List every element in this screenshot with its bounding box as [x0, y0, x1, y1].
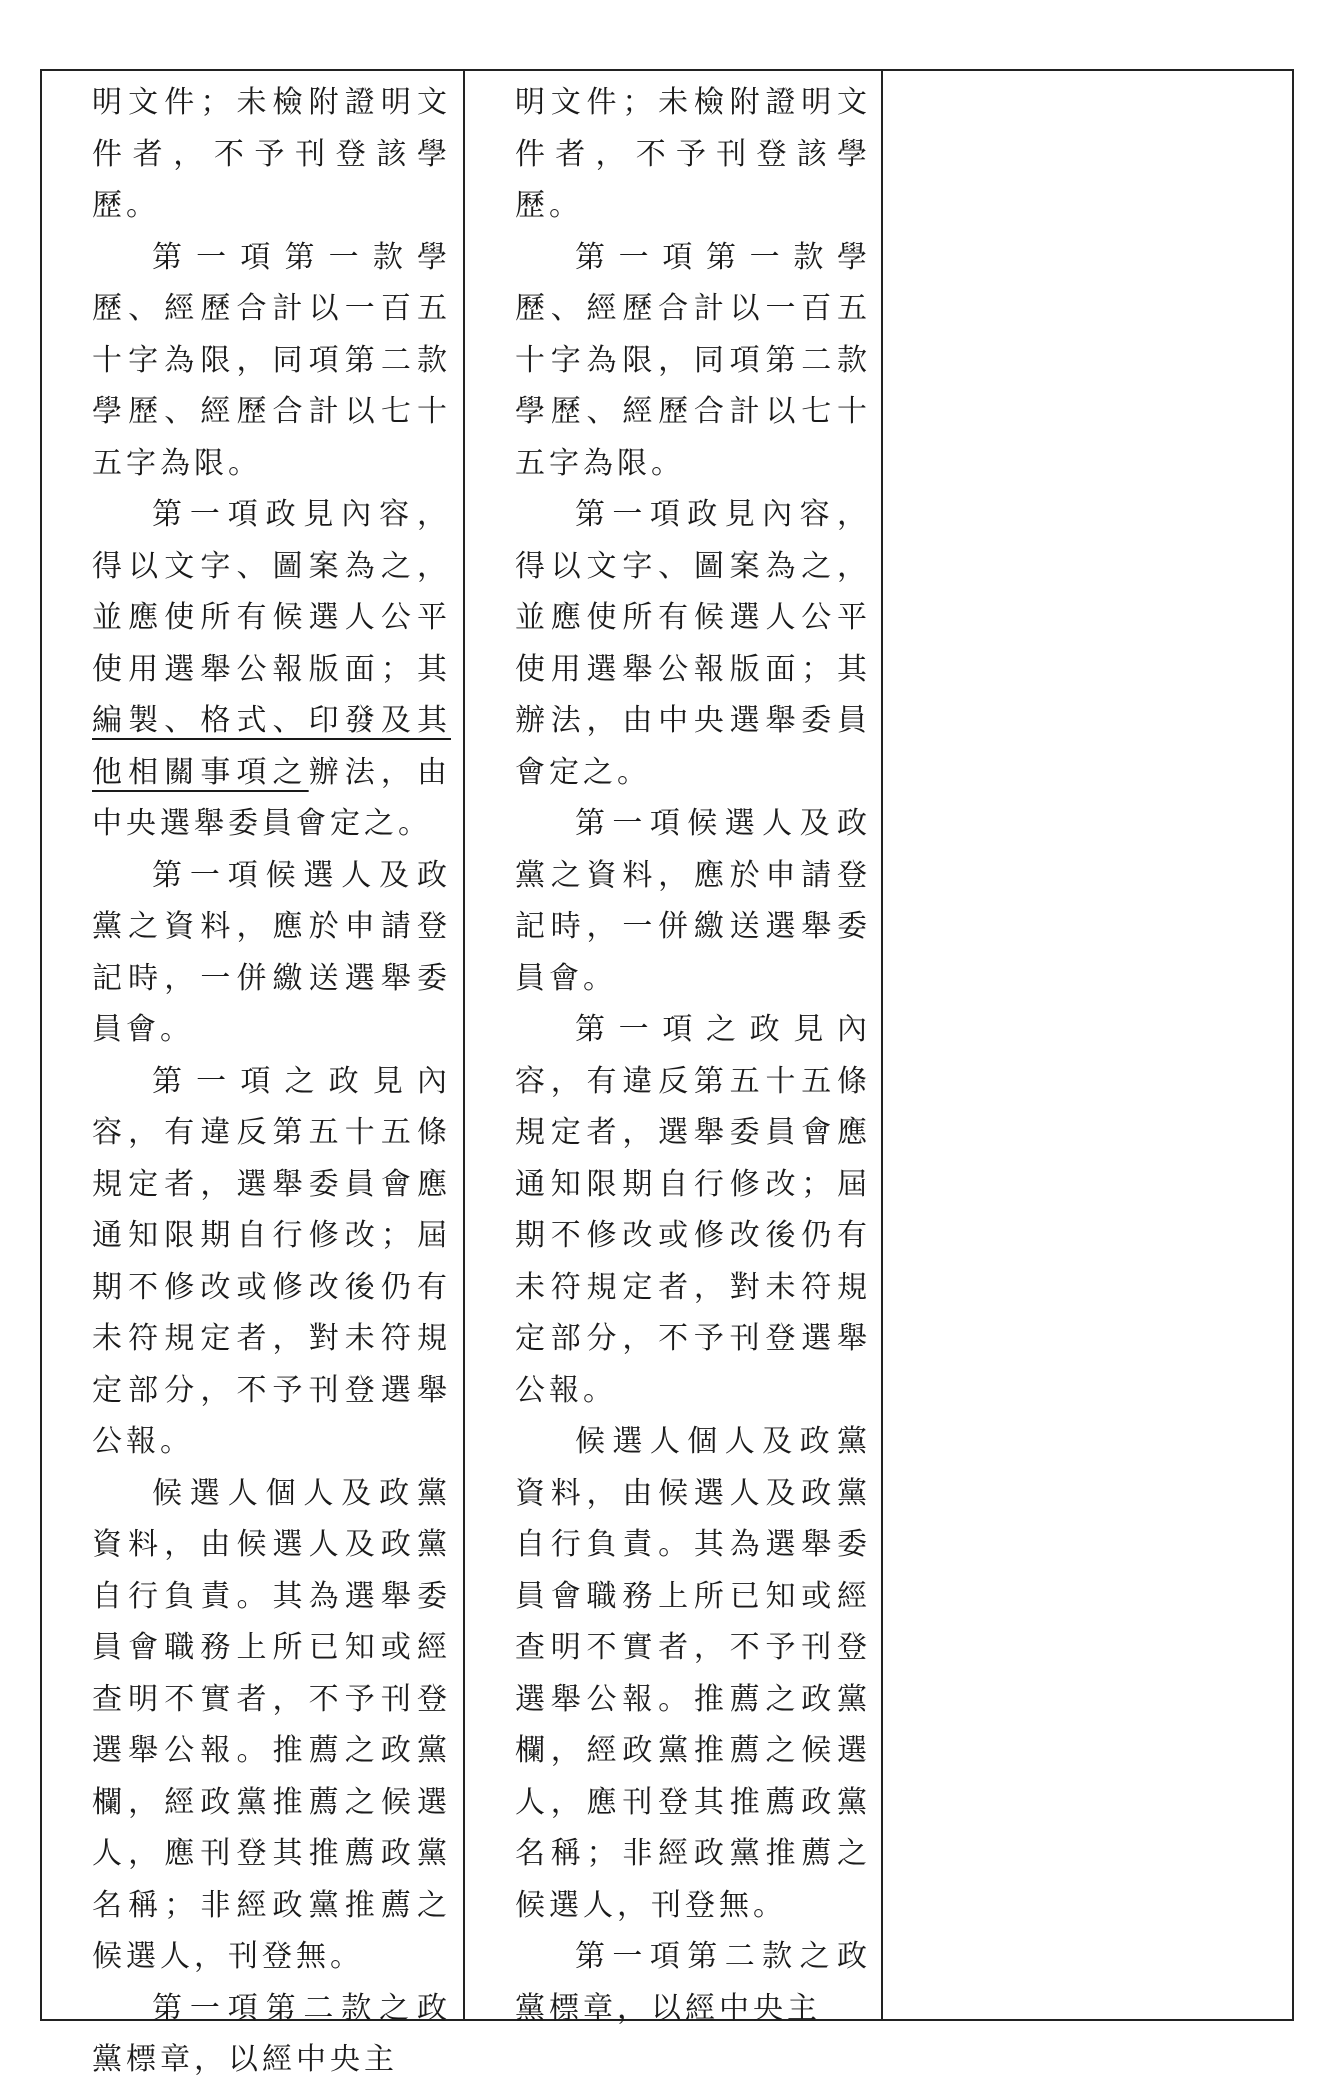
paragraph-text: 第一項之政見內容，有違反第五十五條規定者，選舉委員會應通知限期自行修改；屆期不修改或修改後仍有未符規定者，對未符規定部分，不予刊登選舉公報。 — [515, 1012, 871, 1408]
article-paragraph — [92, 1468, 451, 1983]
article-paragraph — [515, 1004, 871, 1416]
paragraph-text: 第一項第一款學歷、經歷合計以一百五十字為限，同項第二款學歷、經歷合計以七十五字為限。 — [92, 239, 451, 481]
article-paragraph — [515, 77, 871, 232]
paragraph-text: 第一項候選人及政黨之資料，應於申請登記時，一併繳送選舉委員會。 — [515, 806, 871, 996]
article-paragraph — [515, 1416, 871, 1931]
paragraph-text: 明文件；未檢附證明文件者，不予刊登該學歷。 — [515, 85, 871, 223]
article-paragraph — [92, 1983, 451, 2086]
article-paragraph — [515, 1931, 871, 2034]
paragraph-text: 第一項之政見內容，有違反第五十五條規定者，選舉委員會應通知限期自行修改；屆期不修改或修改後仍有未符規定者，對未符規定部分，不予刊登選舉公報。 — [92, 1063, 451, 1459]
current-text-column — [465, 71, 883, 2026]
paragraph-text: 第一項候選人及政黨之資料，應於申請登記時，一併繳送選舉委員會。 — [92, 857, 451, 1047]
amended-text-underlined: 編製、格式、印發及其他相關事項之 — [92, 703, 451, 790]
article-paragraph — [92, 1056, 451, 1468]
paragraph-text: 第一項政見內容，得以文字、圖案為之，並應使所有候選人公平使用選舉公報版面；其 — [92, 497, 451, 687]
article-paragraph — [92, 489, 451, 850]
paragraph-text: 候選人個人及政黨資料，由候選人及政黨自行負責。其為選舉委員會職務上所已知或經查明不實者，不予刊登選舉公報。推薦之政黨欄，經政黨推薦之候選人，應刊登其推薦政黨名稱；非經政黨推薦之候選人，刊登無。 — [515, 1424, 871, 1923]
paragraph-text: 明文件；未檢附證明文件者，不予刊登該學歷。 — [92, 85, 451, 223]
article-paragraph — [92, 850, 451, 1056]
article-paragraph — [92, 77, 451, 232]
article-paragraph — [515, 489, 871, 798]
paragraph-text: 第一項政見內容，得以文字、圖案為之，並應使所有候選人公平使用選舉公報版面；其辦法，由中央選舉委員會定之。 — [515, 497, 871, 790]
paragraph-text: 候選人個人及政黨資料，由候選人及政黨自行負責。其為選舉委員會職務上所已知或經查明不實者，不予刊登選舉公報。推薦之政黨欄，經政黨推薦之候選人，應刊登其推薦政黨名稱；非經政黨推薦之候選人，刊登無。 — [92, 1475, 451, 1974]
comparison-table — [40, 69, 1294, 2077]
amended-text-column — [42, 71, 465, 2077]
article-paragraph — [515, 798, 871, 1004]
paragraph-text: 辦法，由中央選舉委員會定之。 — [92, 754, 452, 841]
paragraph-text: 第一項第一款學歷、經歷合計以一百五十字為限，同項第二款學歷、經歷合計以七十五字為限。 — [515, 239, 871, 481]
paragraph-text: 第一項第二款之政黨標章，以經中央主 — [515, 1939, 871, 2026]
article-paragraph — [92, 232, 451, 490]
article-paragraph — [515, 232, 871, 490]
explanation-column — [883, 71, 1292, 2019]
paragraph-text: 第一項第二款之政黨標章，以經中央主 — [92, 1990, 451, 2077]
